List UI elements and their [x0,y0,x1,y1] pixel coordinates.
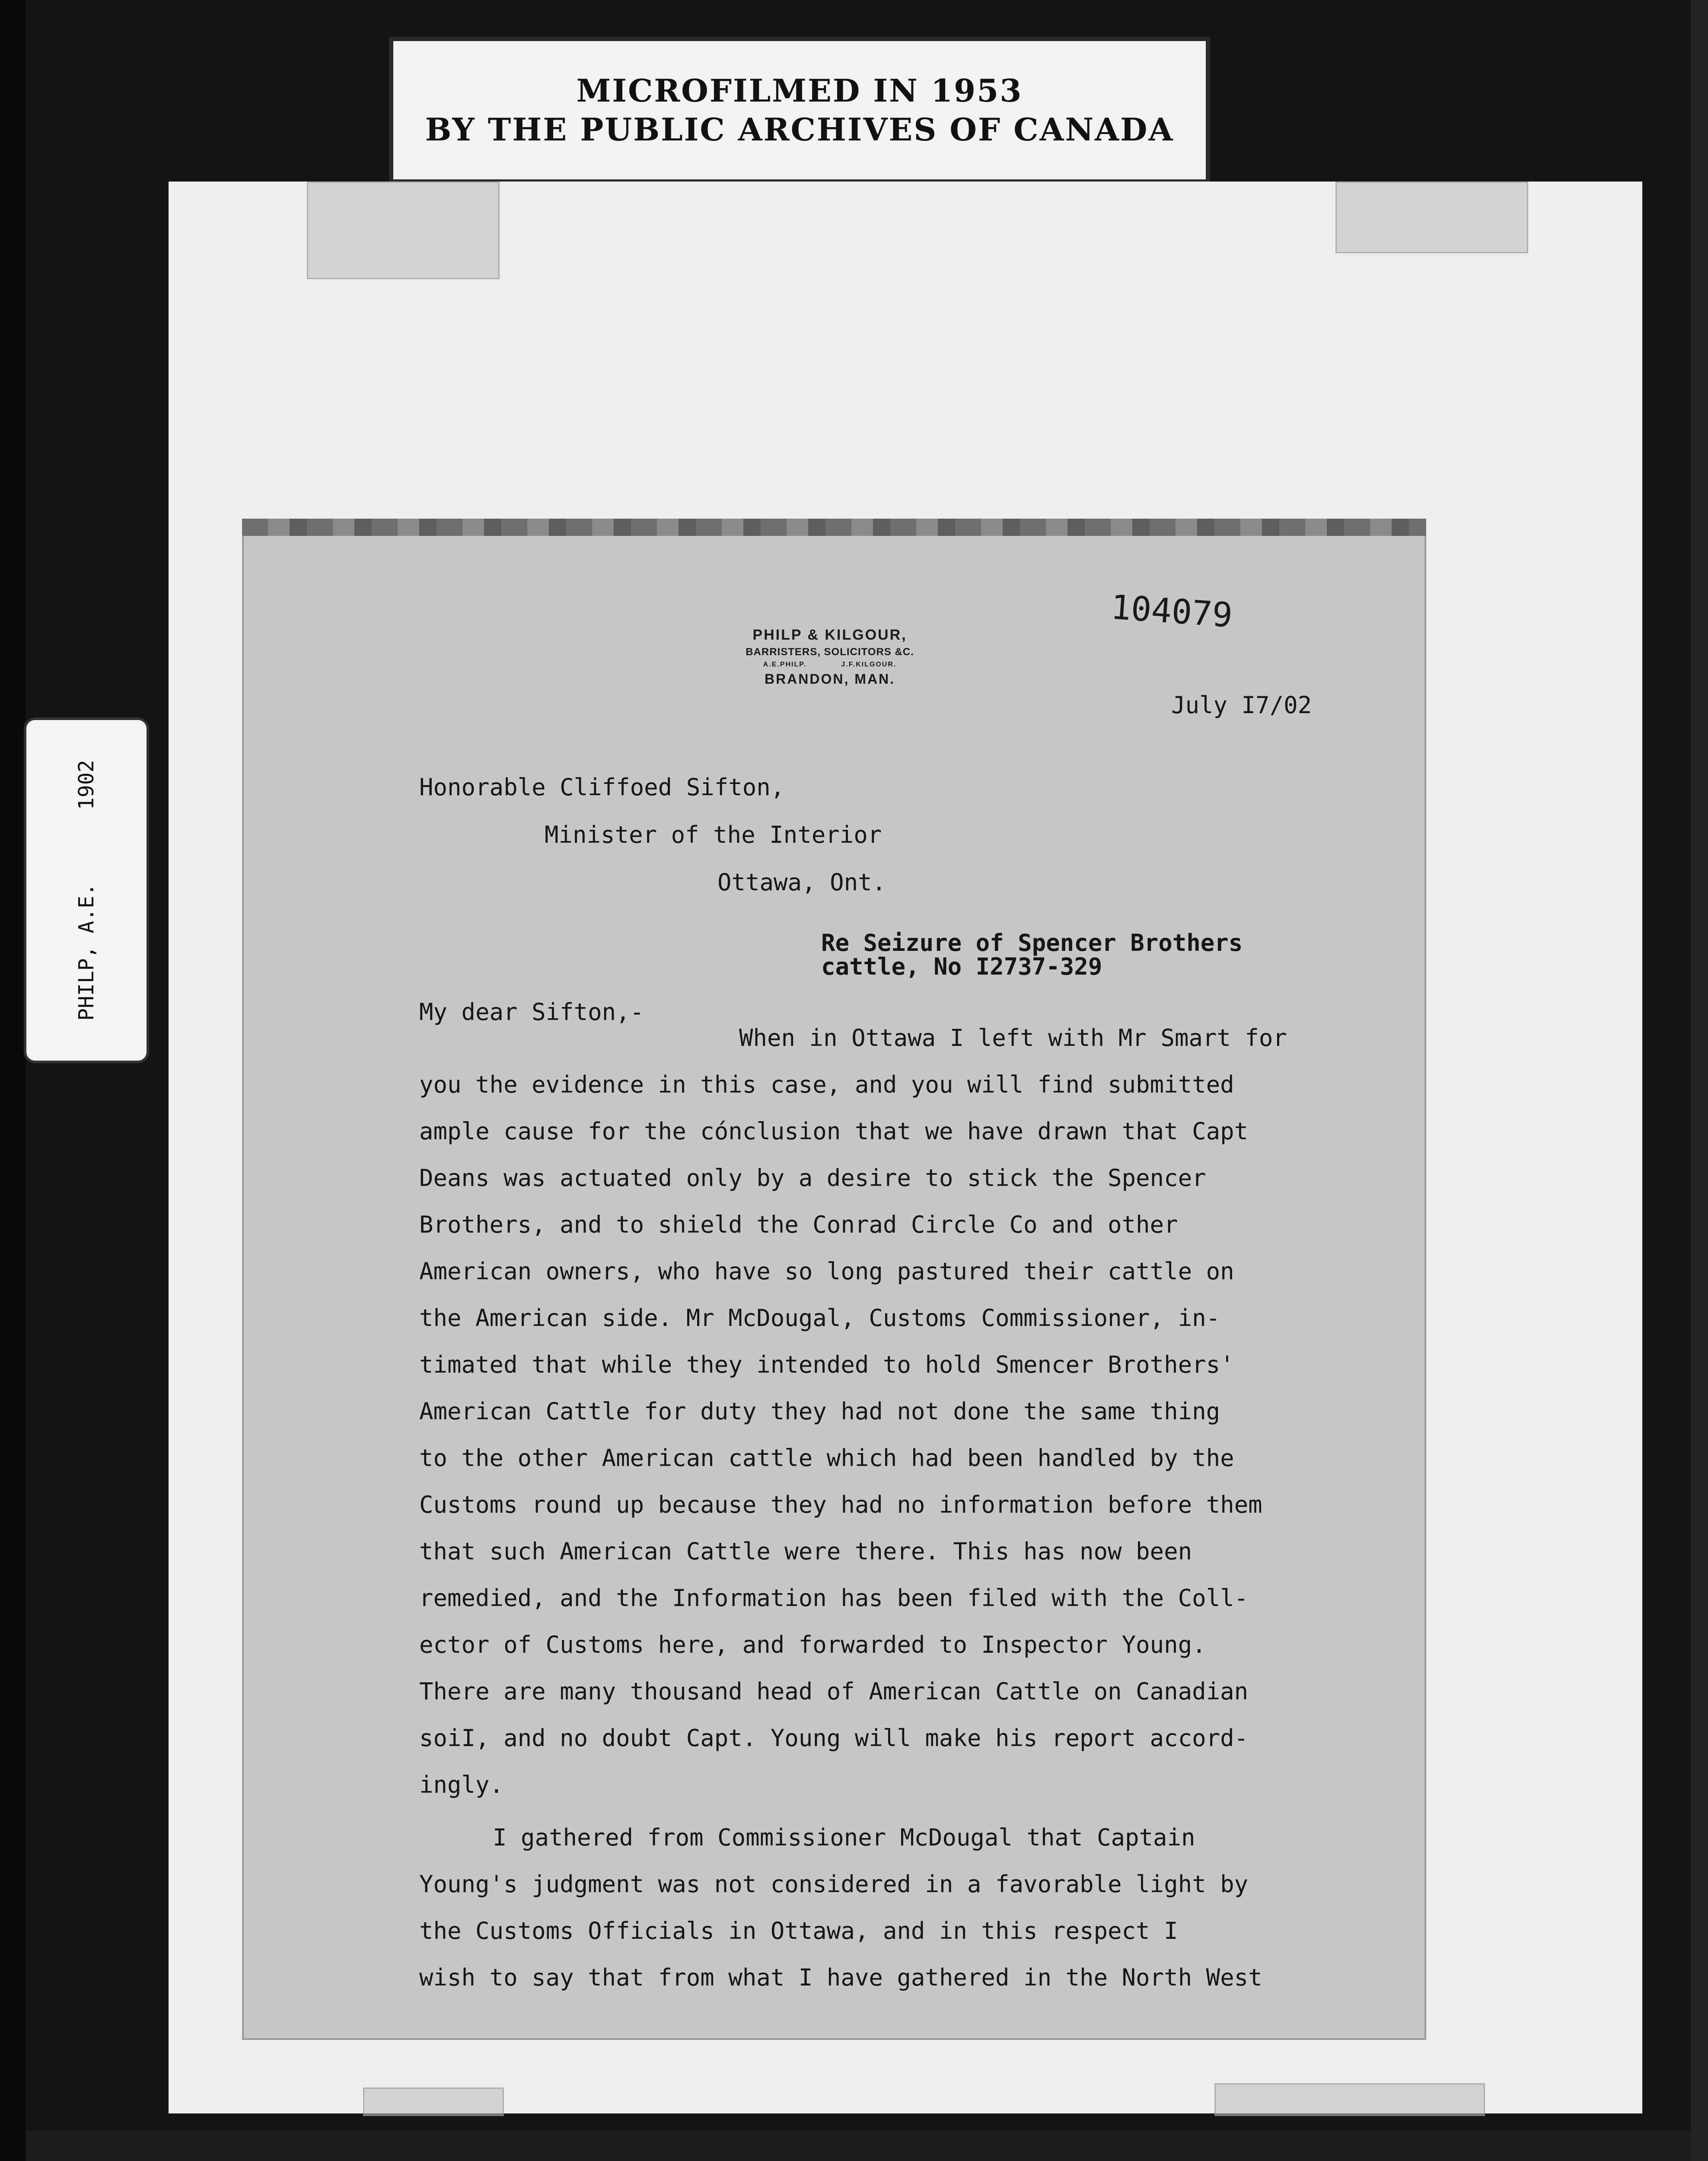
body-line: American owners, who have so long pastured their cattle on [419,1258,1234,1285]
recipient-city: Ottawa, Ont. [717,869,886,896]
tape [1335,182,1528,253]
body-line: timated that while they intended to hold Smencer Brothers' [419,1351,1234,1378]
body-line: wish to say that from what I have gathered in the North West [419,1964,1262,1991]
side-file-label [24,717,149,1063]
body-line: Young's judgment was not considered in a favorable light by [419,1871,1249,1898]
archive-label [389,37,1210,184]
body-line: that such American Cattle were there. This has now been [419,1538,1192,1565]
letter-page [242,519,1426,2040]
body-line: the American side. Mr McDougal, Customs Commissioner, in- [419,1304,1220,1332]
letter-date: July I7/02 [1171,692,1312,719]
body-line: the Customs Officials in Ottawa, and in this respect I [419,1917,1178,1944]
tape [1214,2083,1485,2116]
body-line: American Cattle for duty they had not done the same thing [419,1398,1220,1425]
file-number: 104079 [1109,588,1234,635]
body-line: Brothers, and to shield the Conrad Circle Co and other [419,1211,1178,1238]
body-line: I gathered from Commissioner McDougal that Captain [493,1824,1195,1851]
film-edge [1691,0,1708,2161]
letterhead-city: BRANDON, MAN. [764,671,895,687]
archive-label-line1: MICROFILMED IN 1953 [576,72,1023,109]
body-line: When in Ottawa I left with Mr Smart for [739,1024,1287,1052]
body-line: ingly. [419,1771,504,1798]
film-edge [0,0,26,2161]
film-bottom-strip [26,2131,1691,2161]
salutation: My dear Sifton,- [419,998,644,1026]
body-line: Deans was actuated only by a desire to stick the Spencer [419,1164,1206,1192]
side-label-year: 1902 [74,760,99,810]
body-line: ample cause for the cónclusion that we have drawn that Capt [419,1118,1249,1145]
torn-edge [242,519,1426,536]
body-line: There are many thousand head of American Cattle on Canadian [419,1678,1249,1705]
body-line: you the evidence in this case, and you will find submitted [419,1071,1234,1098]
body-line: Customs round up because they had no information before them [419,1491,1262,1518]
recipient-title: Minister of the Interior [545,821,882,848]
body-line: soiI, and no doubt Capt. Young will make his report accord- [419,1724,1249,1752]
letterhead-profession: BARRISTERS, SOLICITORS &C. [746,646,914,658]
body-line: to the other American cattle which had been handled by the [419,1444,1234,1472]
tape [307,182,500,279]
letterhead-firm: PHILP & KILGOUR, [752,627,907,643]
subject-line: cattle, No I2737-329 [821,953,1103,980]
recipient-name: Honorable Cliffoed Sifton, [419,774,785,801]
letterhead-partner: A.E.PHILP. [763,661,807,668]
letterhead [696,627,964,687]
body-line: remedied, and the Information has been filed with the Coll- [419,1584,1249,1612]
letterhead-partner: J.F.KILGOUR. [841,661,897,668]
tape [363,2088,504,2116]
archive-label-line2: BY THE PUBLIC ARCHIVES OF CANADA [425,111,1174,148]
subject-line: Re Seizure of Spencer Brothers [821,929,1243,956]
side-label-name: PHILP, A.E. [74,883,99,1021]
body-line: ector of Customs here, and forwarded to Inspector Young. [419,1631,1206,1658]
